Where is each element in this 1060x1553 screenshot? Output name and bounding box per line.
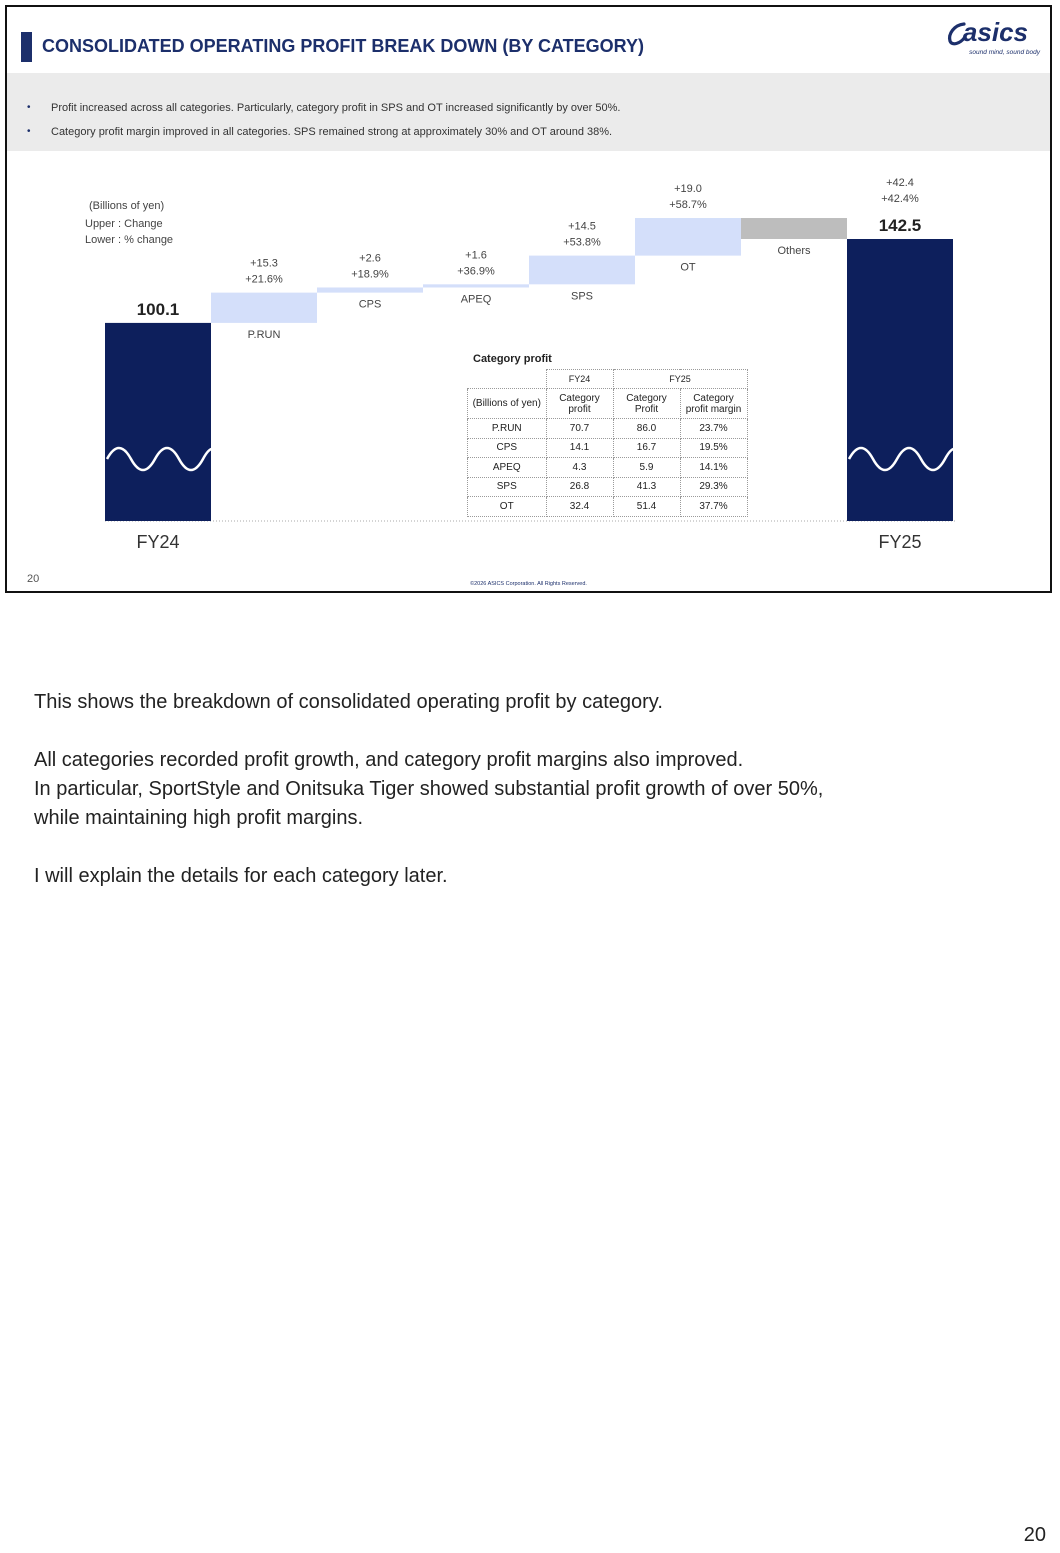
lower-note: Lower : % change	[85, 234, 174, 246]
table-cell: 4.3	[546, 458, 613, 478]
table-cell: SPS	[468, 477, 547, 497]
category-label: CPS	[358, 298, 382, 311]
slide	[5, 5, 1052, 593]
change-label: +15.3	[250, 257, 278, 270]
notes-line: All categories recorded profit growth, and category profit margins also improved.	[34, 749, 744, 771]
table-cell: 14.1%	[680, 458, 747, 478]
table-cell: 41.3	[613, 477, 680, 497]
notes-line: This shows the breakdown of consolidated operating profit by category.	[34, 691, 663, 713]
table-cell: 37.7%	[680, 497, 747, 517]
category-label: APEQ	[460, 293, 492, 306]
slide-title: CONSOLIDATED OPERATING PROFIT BREAK DOWN (BY CATEGORY)	[42, 36, 644, 56]
table-cell: 16.7	[613, 438, 680, 458]
bar-total-fy24	[105, 323, 211, 521]
change-label: +19.0	[674, 183, 702, 196]
table-cell: 70.7	[546, 419, 613, 439]
pct-change-label: +58.7%	[669, 199, 707, 212]
table-cell: 14.1	[546, 438, 613, 458]
logo-wordmark: asics	[962, 17, 1028, 47]
category-label: P.RUN	[247, 328, 281, 341]
table-cell: APEQ	[468, 458, 547, 478]
bar-total-fy25	[847, 239, 953, 521]
pct-change-label: +21.6%	[245, 273, 283, 286]
notes-line: while maintaining high profit margins.	[34, 807, 364, 829]
unit-note: (Billions of yen)	[89, 200, 165, 212]
category-table-title: Category profit	[473, 353, 552, 365]
table-row	[468, 477, 748, 497]
table-cell: 29.3%	[680, 477, 747, 497]
logo-tagline: sound mind, sound body	[969, 49, 1040, 56]
col-header: Category profit	[546, 389, 613, 419]
bar-step-cps	[317, 287, 423, 292]
category-profit-table	[467, 369, 748, 517]
slide-number: 20	[27, 573, 40, 585]
page-number: 20	[1023, 1524, 1046, 1546]
pct-change-label: +18.9%	[351, 268, 389, 281]
table-cell: 5.9	[613, 458, 680, 478]
change-label: +2.6	[359, 252, 381, 265]
table-cell: 51.4	[613, 497, 680, 517]
table-cell: 26.8	[546, 477, 613, 497]
bar-step-apeq	[423, 284, 529, 287]
change-label: +42.4	[886, 177, 914, 189]
pct-change-label: +42.4%	[881, 193, 919, 205]
col-header: Category Profit	[613, 389, 680, 419]
bar-step-ot	[635, 218, 741, 256]
category-label: FY24	[136, 532, 180, 552]
pct-change-label: +36.9%	[457, 265, 495, 278]
copyright: ©2026 ASICS Corporation. All Rights Reserved.	[470, 581, 587, 587]
bar-step-prun	[211, 293, 317, 323]
bar-value-label: 142.5	[878, 216, 922, 235]
table-row	[468, 497, 748, 517]
bar-step-others	[741, 218, 847, 239]
category-label: SPS	[570, 290, 594, 303]
change-label: +14.5	[568, 220, 596, 233]
category-label: OT	[680, 261, 696, 274]
category-label: Others	[777, 245, 811, 257]
notes-line: In particular, SportStyle and Onitsuka Tiger showed substantial profit growth of over 50%,	[34, 778, 824, 800]
table-cell: 19.5%	[680, 438, 747, 458]
bar-step-sps	[529, 256, 635, 285]
group-header-fy24: FY24	[546, 370, 613, 389]
upper-note: Upper : Change	[85, 218, 163, 230]
col-header: Category profit margin	[680, 389, 747, 419]
speaker-notes	[34, 688, 1034, 891]
table-corner	[468, 370, 547, 389]
notes-line: I will explain the details for each category later.	[34, 865, 448, 887]
category-label: FY25	[878, 532, 922, 552]
table-cell: OT	[468, 497, 547, 517]
pct-change-label: +53.8%	[563, 236, 601, 249]
bar-value-label: 100.1	[136, 299, 180, 319]
table-cell: CPS	[468, 438, 547, 458]
change-label: +1.6	[465, 249, 487, 262]
table-cell: 32.4	[546, 497, 613, 517]
table-cell: P.RUN	[468, 419, 547, 439]
table-row	[468, 419, 748, 439]
unit-header: (Billions of yen)	[468, 389, 547, 419]
table-row	[468, 438, 748, 458]
summary-bullet: • Category profit margin improved in all categories. SPS remained strong at approximately 30% and OT around 38%.	[51, 126, 612, 138]
table-cell: 86.0	[613, 419, 680, 439]
table-row	[468, 458, 748, 478]
group-header-fy25: FY25	[613, 370, 747, 389]
table-cell: 23.7%	[680, 419, 747, 439]
summary-bullet: • Profit increased across all categories. Particularly, category profit in SPS and OT increased significantly by over 50%.	[51, 102, 620, 114]
